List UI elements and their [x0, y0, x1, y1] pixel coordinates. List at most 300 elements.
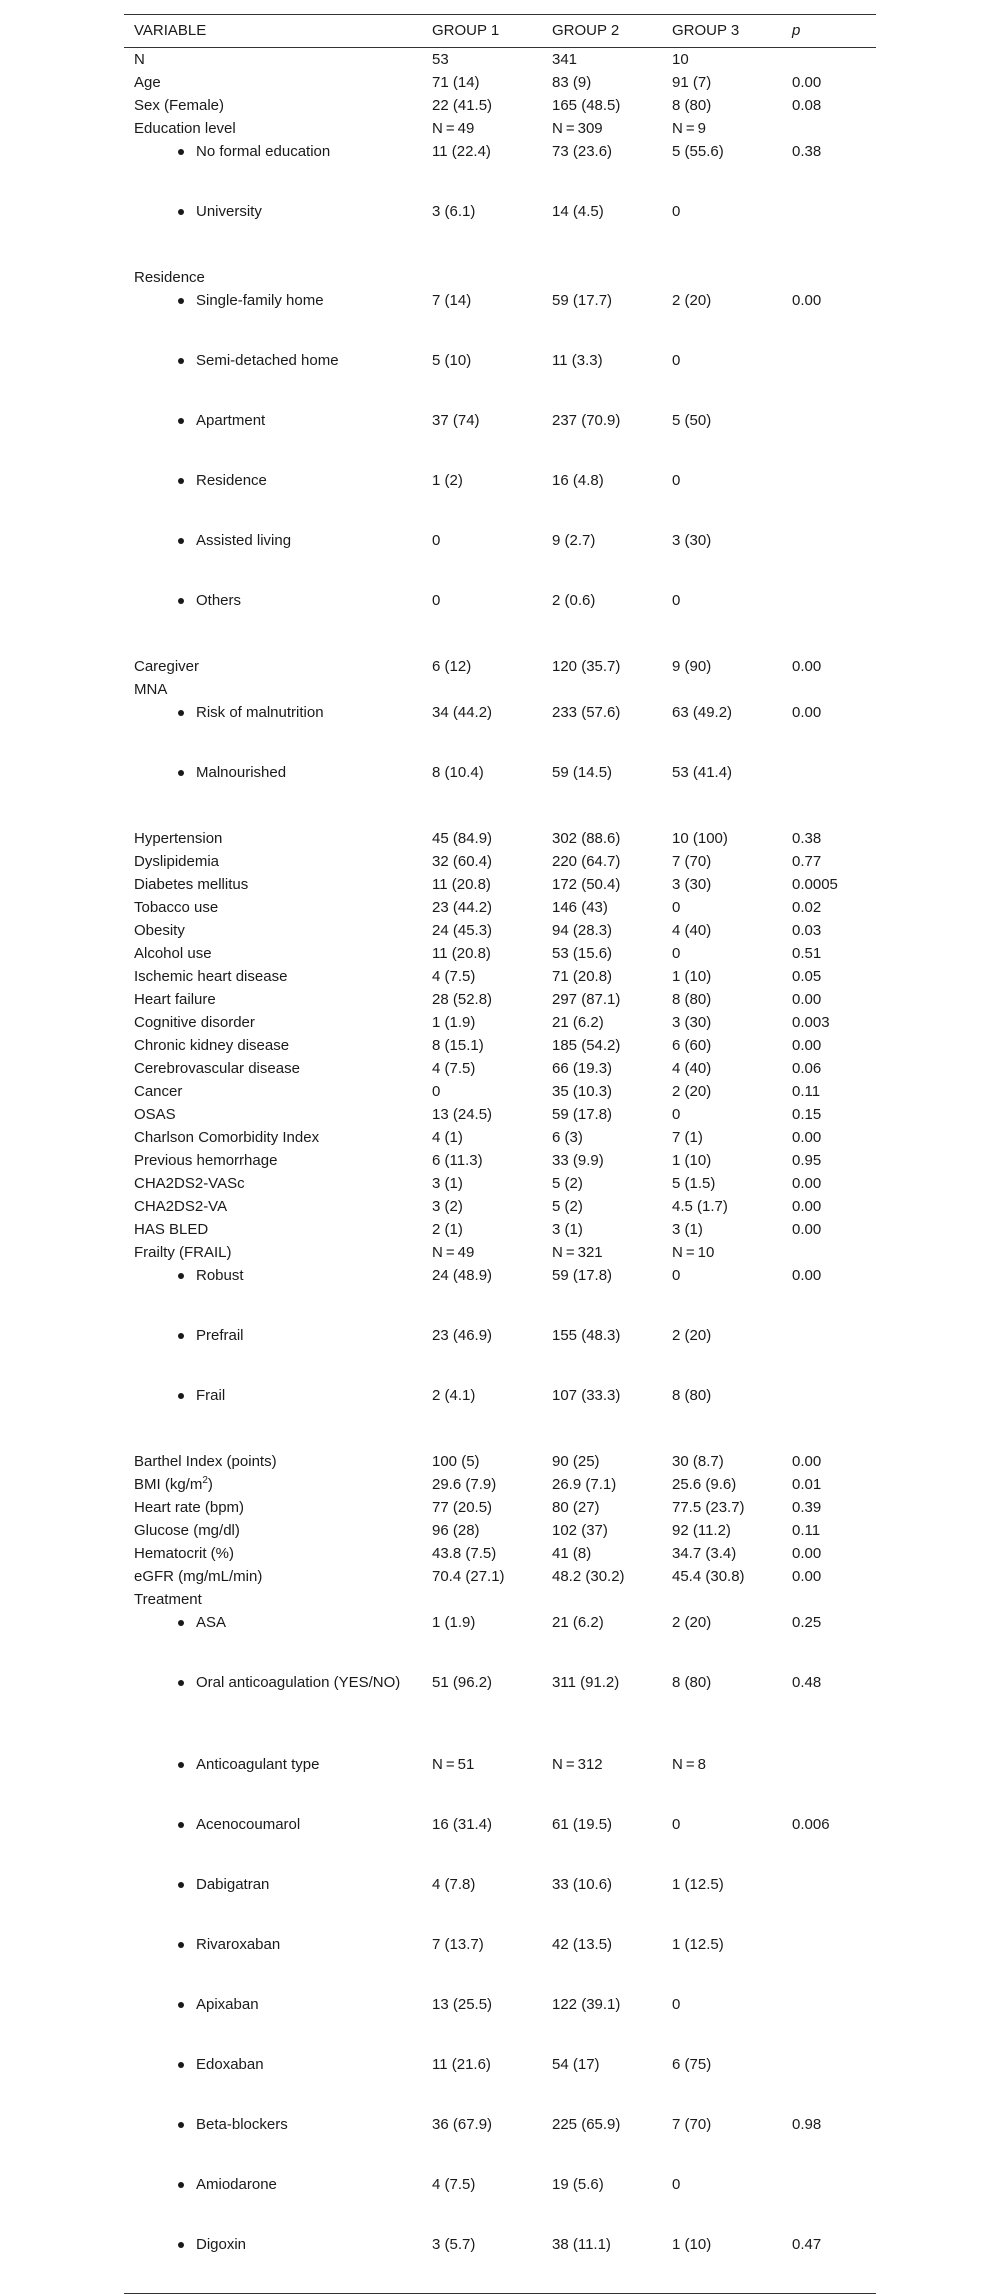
row-label [196, 289, 324, 312]
row-label-text: Chronic kidney disease [134, 1037, 290, 1054]
row-label [134, 1241, 232, 1264]
group3-value: 4.5 (1.7) [672, 1198, 728, 1215]
table-header-row [124, 15, 876, 48]
bullet-icon [178, 298, 184, 304]
group2-value: 41 (8) [552, 1545, 592, 1562]
bullet-icon [178, 2242, 184, 2248]
bullet-icon [178, 1882, 184, 1888]
row-label [134, 117, 236, 140]
table-row [124, 1671, 876, 1753]
group1-value: 11 (22.4) [432, 143, 491, 160]
group1-value: 3 (1) [432, 1175, 463, 1192]
group3-value: 8 (80) [672, 97, 712, 114]
group2-value: 9 (2.7) [552, 532, 596, 549]
group1-value: 16 (31.4) [432, 1816, 493, 1833]
table-row [124, 117, 876, 140]
row-label-text: Beta-blockers [196, 2116, 288, 2133]
table-row [124, 140, 876, 200]
row-label-text: Cancer [134, 1083, 183, 1100]
table-row [124, 1172, 876, 1195]
row-label-text: Rivaroxaban [196, 1936, 281, 1953]
group3-value: 5 (1.5) [672, 1175, 716, 1192]
group2-value: 5 (2) [552, 1198, 583, 1215]
group3-value: 34.7 (3.4) [672, 1545, 737, 1562]
row-label-text: Anticoagulant type [196, 1756, 320, 1773]
row-label [134, 896, 218, 919]
group2-value: 185 (54.2) [552, 1037, 621, 1054]
row-label-text: Apixaban [196, 1996, 259, 2013]
group2-value: 341 [552, 51, 578, 68]
bullet-icon [178, 2062, 184, 2068]
group1-value: 1 (2) [432, 472, 463, 489]
header-group2: GROUP 2 [552, 22, 620, 39]
row-label-text: Semi-detached home [196, 352, 339, 369]
group1-value: 4 (7.8) [432, 1876, 476, 1893]
group3-value: 3 (30) [672, 532, 712, 549]
row-label [134, 94, 224, 117]
group2-value: 120 (35.7) [552, 658, 621, 675]
p-value: 0.02 [792, 899, 822, 916]
table-row [124, 1195, 876, 1218]
row-label-text: Prefrail [196, 1327, 244, 1344]
group2-value: 233 (57.6) [552, 704, 621, 721]
group1-value: 0 [432, 1083, 441, 1100]
group3-value: 10 (100) [672, 830, 728, 847]
group1-value: 1 (1.9) [432, 1614, 476, 1631]
row-label-text: Age [134, 74, 161, 91]
group3-value: 0 [672, 1996, 681, 2013]
group3-value: 92 (11.2) [672, 1522, 731, 1539]
row-label-text: Acenocoumarol [196, 1816, 301, 1833]
row-label-text: Caregiver [134, 658, 200, 675]
group2-value: 146 (43) [552, 899, 608, 916]
group2-value: 33 (10.6) [552, 1876, 613, 1893]
group3-value: 25.6 (9.6) [672, 1476, 737, 1493]
row-label-text: Residence [134, 269, 205, 286]
group2-value: 33 (9.9) [552, 1152, 604, 1169]
table-row [124, 1324, 876, 1384]
p-value: 0.08 [792, 97, 822, 114]
group1-value: N = 49 [432, 1244, 475, 1261]
table-row [124, 827, 876, 850]
row-label-text: Heart rate (bpm) [134, 1499, 245, 1516]
bullet-icon [178, 1620, 184, 1626]
row-label-text: Hypertension [134, 830, 223, 847]
group1-value: 5 (10) [432, 352, 472, 369]
group3-value: 1 (10) [672, 1152, 712, 1169]
row-label [134, 942, 212, 965]
table-row [124, 1753, 876, 1813]
group1-value: 7 (13.7) [432, 1936, 484, 1953]
row-label [134, 1034, 289, 1057]
table-row [124, 349, 876, 409]
group1-value: 4 (1) [432, 1129, 463, 1146]
row-label [134, 919, 185, 942]
p-value: 0.38 [792, 143, 822, 160]
table-row [124, 761, 876, 821]
group2-value: N = 309 [552, 120, 603, 137]
group1-value: 53 [432, 51, 449, 68]
bullet-icon [178, 1762, 184, 1768]
p-value: 0.0005 [792, 876, 838, 893]
group3-value: 8 (80) [672, 991, 712, 1008]
row-label [196, 761, 286, 784]
table-row [124, 2233, 876, 2293]
group1-value: 34 (44.2) [432, 704, 493, 721]
row-label-text: Digoxin [196, 2236, 247, 2253]
group3-value: 5 (55.6) [672, 143, 724, 160]
group3-value: 7 (1) [672, 1129, 703, 1146]
p-value: 0.98 [792, 2116, 822, 2133]
row-label-text: Sex (Female) [134, 97, 225, 114]
row-label [134, 1149, 277, 1172]
p-value: 0.38 [792, 830, 822, 847]
p-value: 0.00 [792, 1453, 822, 1470]
row-label [196, 1384, 225, 1407]
header-group1: GROUP 1 [432, 22, 500, 39]
row-label [134, 48, 145, 71]
bullet-icon [178, 1273, 184, 1279]
bullet-icon [178, 2122, 184, 2128]
table-row [124, 1384, 876, 1444]
table-row [124, 1813, 876, 1873]
group1-value: 23 (46.9) [432, 1327, 493, 1344]
group3-value: 1 (12.5) [672, 1876, 724, 1893]
group3-value: 30 (8.7) [672, 1453, 724, 1470]
group1-value: 8 (15.1) [432, 1037, 484, 1054]
row-label [134, 873, 248, 896]
header-variable: VARIABLE [134, 22, 207, 39]
group1-value: 4 (7.5) [432, 1060, 476, 1077]
row-label-text: ASA [196, 1614, 227, 1631]
row-label-suffix: ) [207, 1476, 213, 1493]
group3-value: 5 (50) [672, 412, 712, 429]
group3-value: 45.4 (30.8) [672, 1568, 745, 1585]
table-row [124, 1011, 876, 1034]
row-label-text: MNA [134, 681, 168, 698]
row-label [134, 1126, 319, 1149]
bullet-icon [178, 770, 184, 776]
row-label-text: Glucose (mg/dl) [134, 1522, 240, 1539]
row-label-text: Amiodarone [196, 2176, 277, 2193]
group2-value: 35 (10.3) [552, 1083, 613, 1100]
row-label-text: Diabetes mellitus [134, 876, 249, 893]
row-label [196, 2113, 288, 2136]
row-label-text: Risk of malnutrition [196, 704, 324, 721]
group1-value: 100 (5) [432, 1453, 480, 1470]
group3-value: 0 [672, 899, 681, 916]
row-label [134, 1519, 240, 1542]
group1-value: 45 (84.9) [432, 830, 493, 847]
group1-value: 6 (11.3) [432, 1152, 483, 1169]
row-label-text: eGFR (mg/mL/min) [134, 1568, 263, 1585]
row-label-text: HAS BLED [134, 1221, 209, 1238]
group3-value: 10 [672, 51, 689, 68]
table-row [124, 1933, 876, 1993]
table-row [124, 2173, 876, 2233]
p-value: 0.00 [792, 704, 822, 721]
row-label [134, 71, 161, 94]
group3-value: 3 (1) [672, 1221, 703, 1238]
group3-value: N = 10 [672, 1244, 715, 1261]
table-row [124, 1241, 876, 1264]
row-label-text: Cerebrovascular disease [134, 1060, 300, 1077]
table-row [124, 48, 876, 71]
row-label [196, 469, 267, 492]
group2-value: 83 (9) [552, 74, 592, 91]
table-row [124, 94, 876, 117]
row-label-text: Apartment [196, 412, 266, 429]
table-row [124, 850, 876, 873]
bullet-icon [178, 2002, 184, 2008]
group1-value: 11 (21.6) [432, 2056, 491, 2073]
table-row [124, 965, 876, 988]
row-label-text: Robust [196, 1267, 244, 1284]
p-value: 0.95 [792, 1152, 822, 1169]
p-value: 0.00 [792, 1545, 822, 1562]
group1-value: 36 (67.9) [432, 2116, 493, 2133]
table-row [124, 1103, 876, 1126]
row-label [134, 1103, 176, 1126]
row-label [134, 1588, 202, 1611]
group3-value: 3 (30) [672, 876, 712, 893]
group1-value: 13 (25.5) [432, 1996, 493, 2013]
table-row [124, 1565, 876, 1588]
table-row [124, 1034, 876, 1057]
row-label [196, 2173, 277, 2196]
row-label-text: Dabigatran [196, 1876, 270, 1893]
group2-value: 61 (19.5) [552, 1816, 613, 1833]
row-label-text: CHA2DS2-VA [134, 1198, 228, 1215]
group1-value: 7 (14) [432, 292, 472, 309]
group1-value: 22 (41.5) [432, 97, 493, 114]
row-label [196, 529, 291, 552]
p-value: 0.00 [792, 1267, 822, 1284]
group3-value: 2 (20) [672, 1083, 712, 1100]
row-label [196, 140, 330, 163]
row-label [134, 988, 216, 1011]
table-row [124, 988, 876, 1011]
row-label-text: Cognitive disorder [134, 1014, 255, 1031]
table-row [124, 266, 876, 289]
p-value: 0.15 [792, 1106, 822, 1123]
group2-value: N = 312 [552, 1756, 603, 1773]
table-row [124, 1588, 876, 1611]
group1-value: 77 (20.5) [432, 1499, 493, 1516]
bullet-icon [178, 209, 184, 215]
row-label-text: Frailty (FRAIL) [134, 1244, 232, 1261]
table-row [124, 1126, 876, 1149]
row-label [134, 1542, 234, 1565]
group3-value: 2 (20) [672, 1327, 712, 1344]
row-label [134, 1080, 182, 1103]
p-value: 0.00 [792, 1568, 822, 1585]
table-row [124, 1993, 876, 2053]
group1-value: 0 [432, 532, 441, 549]
group2-value: 38 (11.1) [552, 2236, 611, 2253]
row-label-text: Malnourished [196, 764, 287, 781]
group3-value: 0 [672, 2176, 681, 2193]
table-row [124, 1611, 876, 1671]
group3-value: 0 [672, 352, 681, 369]
group2-value: 297 (87.1) [552, 991, 621, 1008]
group3-value: 0 [672, 1106, 681, 1123]
row-label [134, 1565, 262, 1588]
group2-value: 80 (27) [552, 1499, 600, 1516]
group3-value: 0 [672, 1816, 681, 1833]
row-label [134, 850, 219, 873]
group3-value: 3 (30) [672, 1014, 712, 1031]
table-row [124, 289, 876, 349]
row-label [196, 1993, 259, 2016]
group1-value: 96 (28) [432, 1522, 480, 1539]
row-label [196, 1753, 319, 1776]
group3-value: 4 (40) [672, 922, 712, 939]
p-value: 0.06 [792, 1060, 822, 1077]
group2-value: 14 (4.5) [552, 203, 604, 220]
row-label-text: Treatment [134, 1591, 202, 1608]
row-label-text: Education level [134, 120, 236, 137]
row-label [196, 1611, 226, 1634]
group3-value: 91 (7) [672, 74, 712, 91]
row-label-superscript: 2 [202, 1475, 208, 1486]
group3-value: 9 (90) [672, 658, 712, 675]
group1-value: 13 (24.5) [432, 1106, 493, 1123]
group1-value: N = 51 [432, 1756, 475, 1773]
group3-value: 1 (12.5) [672, 1936, 724, 1953]
group3-value: 0 [672, 945, 681, 962]
table-row [124, 589, 876, 649]
group3-value: 2 (20) [672, 292, 712, 309]
group1-value: 6 (12) [432, 658, 472, 675]
group2-value: 107 (33.3) [552, 1387, 621, 1404]
table-row [124, 1473, 876, 1496]
p-value: 0.00 [792, 1221, 822, 1238]
group2-value: 237 (70.9) [552, 412, 621, 429]
group3-value: 6 (60) [672, 1037, 712, 1054]
group3-value: 0 [672, 203, 681, 220]
row-label-text: Dyslipidemia [134, 853, 220, 870]
p-value: 0.03 [792, 922, 822, 939]
group2-value: 54 (17) [552, 2056, 600, 2073]
group2-value: 19 (5.6) [552, 2176, 604, 2193]
group3-value: N = 8 [672, 1756, 706, 1773]
p-value: 0.01 [792, 1476, 822, 1493]
row-label [134, 1011, 255, 1034]
group1-value: 24 (45.3) [432, 922, 493, 939]
p-value: 0.00 [792, 1129, 822, 1146]
p-value: 0.00 [792, 658, 822, 675]
table-row [124, 919, 876, 942]
row-label-text: No formal education [196, 143, 331, 160]
row-label-text: Edoxaban [196, 2056, 264, 2073]
group1-value: 3 (5.7) [432, 2236, 476, 2253]
row-label [134, 1195, 227, 1218]
group2-value: 59 (17.7) [552, 292, 613, 309]
p-value: 0.00 [792, 991, 822, 1008]
table-row [124, 1057, 876, 1080]
group1-value: 43.8 (7.5) [432, 1545, 497, 1562]
group2-value: 42 (13.5) [552, 1936, 613, 1953]
group2-value: 155 (48.3) [552, 1327, 621, 1344]
p-value: 0.25 [792, 1614, 822, 1631]
p-value: 0.77 [792, 853, 822, 870]
data-table [124, 14, 876, 2294]
table-row [124, 1218, 876, 1241]
group1-value: 70.4 (27.1) [432, 1568, 505, 1585]
row-label-text: Residence [196, 472, 267, 489]
row-label [196, 1813, 300, 1836]
group2-value: 66 (19.3) [552, 1060, 613, 1077]
table-row [124, 1264, 876, 1324]
p-value: 0.51 [792, 945, 822, 962]
group3-value: 6 (75) [672, 2056, 712, 2073]
table-row [124, 655, 876, 678]
group3-value: 0 [672, 592, 681, 609]
group2-value: 16 (4.8) [552, 472, 604, 489]
table-row [124, 200, 876, 260]
group1-value: 1 (1.9) [432, 1014, 476, 1031]
group2-value: 48.2 (30.2) [552, 1568, 625, 1585]
p-value: 0.48 [792, 1674, 822, 1691]
table-row [124, 896, 876, 919]
group2-value: 94 (28.3) [552, 922, 613, 939]
group2-value: 220 (64.7) [552, 853, 621, 870]
row-label [134, 965, 287, 988]
bullet-icon [178, 358, 184, 364]
table-row [124, 2053, 876, 2113]
row-label [196, 1933, 280, 1956]
row-label-text: Ischemic heart disease [134, 968, 288, 985]
p-value: 0.11 [792, 1522, 821, 1539]
group2-value: 53 (15.6) [552, 945, 613, 962]
row-label [134, 1172, 245, 1195]
row-label [196, 701, 324, 724]
p-value: 0.003 [792, 1014, 830, 1031]
row-label-text: OSAS [134, 1106, 176, 1123]
table-row [124, 701, 876, 761]
group1-value: N = 49 [432, 120, 475, 137]
group1-value: 8 (10.4) [432, 764, 484, 781]
row-label [196, 200, 262, 223]
bullet-icon [178, 2182, 184, 2188]
p-value: 0.00 [792, 1198, 822, 1215]
bullet-icon [178, 538, 184, 544]
bullet-icon [178, 710, 184, 716]
row-label [134, 1496, 244, 1519]
group3-value: 63 (49.2) [672, 704, 733, 721]
group2-value: N = 321 [552, 1244, 603, 1261]
row-label [134, 827, 222, 850]
row-label-text: Hematocrit (%) [134, 1545, 235, 1562]
table-row [124, 1149, 876, 1172]
header-group3: GROUP 3 [672, 22, 740, 39]
row-label-text: Tobacco use [134, 899, 219, 916]
group1-value: 2 (4.1) [432, 1387, 476, 1404]
group3-value: 77.5 (23.7) [672, 1499, 745, 1516]
row-label [196, 1873, 269, 1896]
table-row [124, 1496, 876, 1519]
group2-value: 59 (17.8) [552, 1267, 613, 1284]
row-label [134, 266, 205, 289]
row-label-text: CHA2DS2-VASc [134, 1175, 245, 1192]
row-label [134, 678, 167, 701]
row-label-text: Oral anticoagulation (YES/NO) [196, 1674, 401, 1691]
group3-value: 1 (10) [672, 968, 712, 985]
row-label [196, 589, 241, 612]
group3-value: 8 (80) [672, 1387, 712, 1404]
group1-value: 3 (6.1) [432, 203, 476, 220]
